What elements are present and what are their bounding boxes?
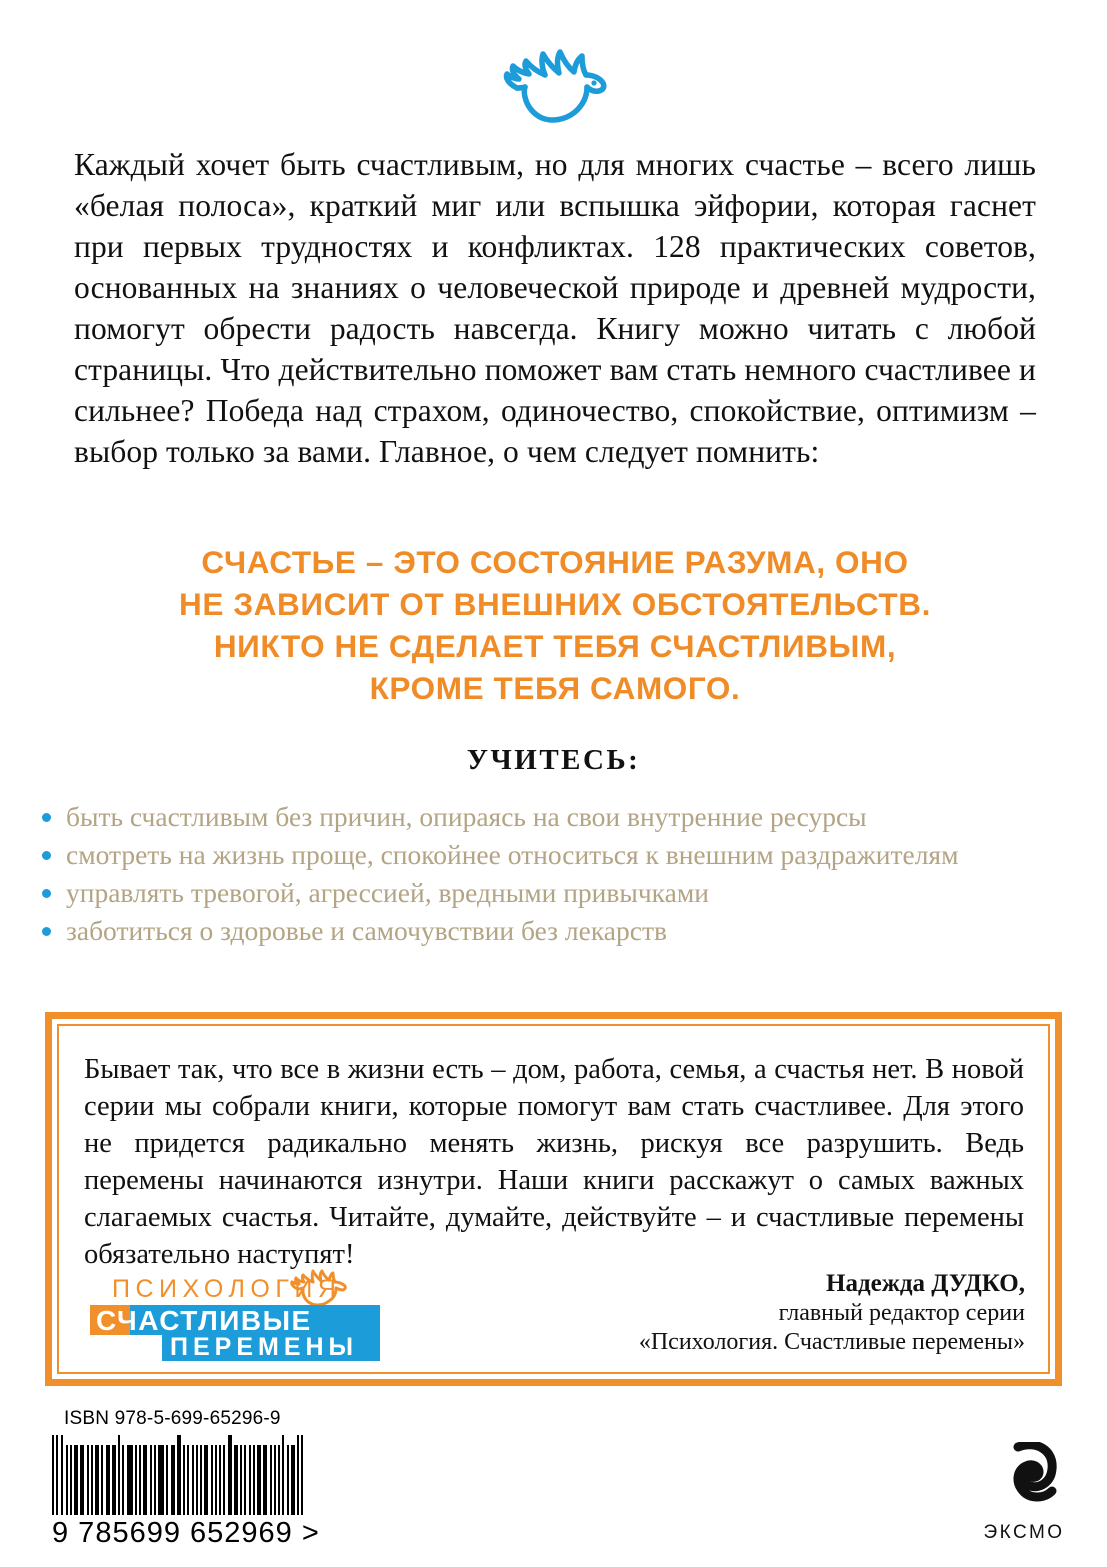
- list-item-label: быть счастливым без причин, опираясь на свои внутренние ресурсы: [66, 801, 867, 832]
- headline-line-4: КРОМЕ ТЕБЯ САМОГО.: [369, 670, 741, 706]
- intro-paragraph: Каждый хочет быть счастливым, но для многих счастье – всего лишь «белая полоса», краткий миг или вспышка эйфории, которая гаснет при первых трудностях и конфликтах. 128 практических советов, основанных на знаниях о человеческой природе и древней мудрости, помогут обрести радость навсегда. Книгу можно читать с любой страницы. Что действительно поможет вам стать немного счастливее и сильнее? Победа над страхом, одиночество, спокойствие, оптимизм – выбор только за вами. Главное, о чем следует помнить:: [74, 147, 1036, 469]
- editor-name: Надежда ДУДКО,: [826, 1270, 1025, 1297]
- series-logo-word-happy: СЧАСТЛИВЫЕ: [96, 1305, 312, 1336]
- editor-role: главный редактор серии: [778, 1300, 1025, 1326]
- bullet-dot-icon: [42, 889, 51, 898]
- bullet-dot-icon: [42, 813, 51, 822]
- headline-line-3: НИКТО НЕ СДЕЛАЕТ ТЕБЯ СЧАСТЛИВЫМ,: [213, 628, 897, 664]
- eksmo-spiral-icon: [978, 1442, 1070, 1514]
- list-item-label: управлять тревогой, агрессией, вредными привычками: [66, 877, 709, 908]
- series-logo-word-changes: ПЕРЕМЕНЫ: [170, 1333, 359, 1361]
- list-item: [38, 838, 1068, 872]
- editor-series: «Психология. Счастливые перемены»: [638, 1329, 1025, 1355]
- list-item: [38, 800, 1068, 834]
- publisher-name: ЭКСМО: [983, 1522, 1065, 1543]
- dove-icon: [286, 1267, 352, 1307]
- list-item: [38, 914, 1068, 948]
- series-logo: [90, 1275, 390, 1361]
- list-item-label: заботиться о здоровье и самочувствии без лекарств: [66, 915, 667, 946]
- bullet-dot-icon: [42, 927, 51, 936]
- headline-quote: [74, 541, 1036, 709]
- barcode-digits: 9 785699 652969 >: [52, 1517, 320, 1549]
- learn-list: [38, 800, 1068, 952]
- isbn-label: ISBN 978-5-699-65296-9: [64, 1408, 281, 1429]
- isbn-block: [52, 1408, 362, 1550]
- list-item: [38, 876, 1068, 910]
- headline-line-2: НЕ ЗАВИСИТ ОТ ВНЕШНИХ ОБСТОЯТЕЛЬСТВ.: [179, 586, 931, 622]
- editor-signature: [639, 1269, 1025, 1357]
- list-item-label: смотреть на жизнь проще, спокойнее относиться к внешним раздражителям: [66, 839, 959, 870]
- barcode-image: [52, 1435, 348, 1515]
- learn-heading: УЧИТЕСЬ:: [466, 744, 641, 776]
- bullet-dot-icon: [42, 851, 51, 860]
- dove-eye-icon: [591, 80, 596, 85]
- editor-note-text: Бывает так, что все в жизни есть – дом, работа, семья, а счастья нет. В новой серии мы собрали книги, которые помогут вам стать счастливее. Для этого не придется радикально менять жизнь, рискуя все разрушить. Ведь перемены начинаются изнутри. Наши книги расскажут о самых важных слагаемых счастья. Читайте, думайте, действуйте – и счастливые перемены обязательно наступят!: [84, 1054, 1024, 1270]
- dove-icon: [495, 44, 613, 128]
- headline-line-1: СЧАСТЬЕ – ЭТО СОСТОЯНИЕ РАЗУМА, ОНО: [201, 544, 909, 580]
- publisher-logo: [969, 1442, 1079, 1544]
- series-logo-psychology: ПСИХОЛОГИЯ: [112, 1275, 342, 1303]
- editor-note-box: [45, 1012, 1062, 1386]
- top-dove-illustration: [0, 36, 1107, 136]
